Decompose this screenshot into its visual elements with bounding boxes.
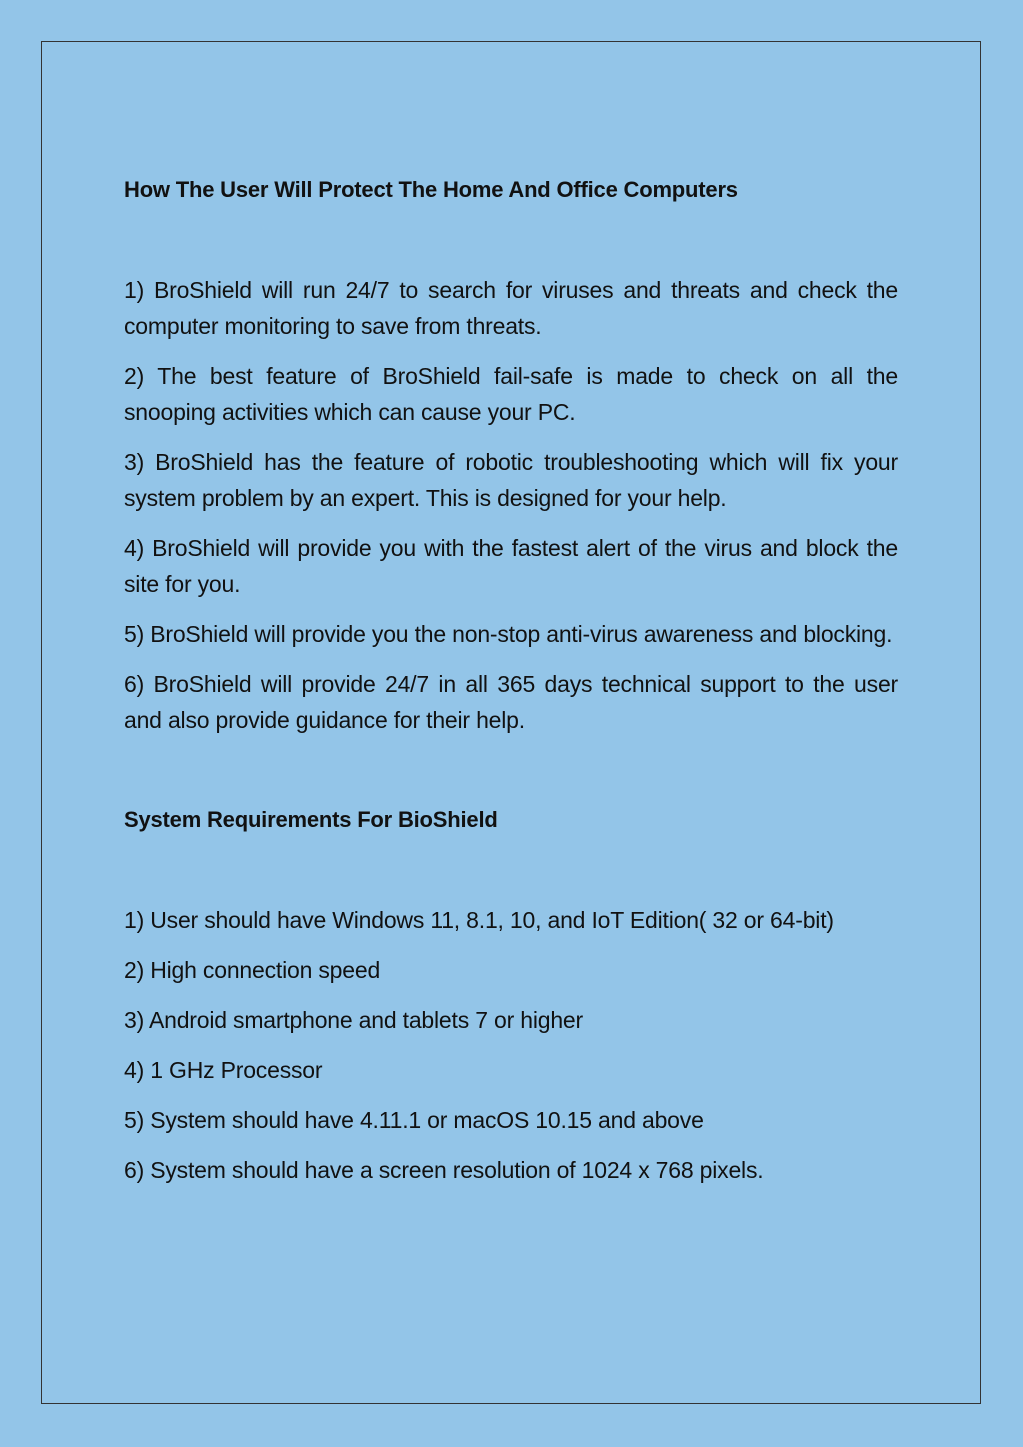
section-heading-requirements: System Requirements For BioShield [124, 807, 498, 832]
document-content [124, 172, 898, 1202]
list-item: 3) Android smartphone and tablets 7 or higher [124, 1007, 583, 1033]
list-item: 2) The best feature of BroShield fail-safe is made to check on all the snooping activities which can cause your PC. [124, 363, 898, 425]
protect-list [124, 272, 898, 738]
list-item: 5) System should have 4.11.1 or macOS 10.15 and above [124, 1107, 704, 1133]
list-item: 1) User should have Windows 11, 8.1, 10, and IoT Edition( 32 or 64-bit) [124, 907, 834, 933]
list-item: 6) System should have a screen resolution of 1024 x 768 pixels. [124, 1157, 764, 1183]
section-heading-protect: How The User Will Protect The Home And Office Computers [124, 177, 738, 202]
list-item: 1) BroShield will run 24/7 to search for viruses and threats and check the computer monitoring to save from threats. [124, 277, 898, 339]
list-item: 4) 1 GHz Processor [124, 1057, 323, 1083]
list-item: 4) BroShield will provide you with the fastest alert of the virus and block the site for you. [124, 535, 898, 597]
requirements-list [124, 902, 898, 1188]
list-item: 3) BroShield has the feature of robotic troubleshooting which will fix your system problem by an expert. This is designed for your help. [124, 449, 898, 511]
list-item: 5) BroShield will provide you the non-stop anti-virus awareness and blocking. [124, 621, 893, 647]
list-item: 6) BroShield will provide 24/7 in all 365 days technical support to the user and also provide guidance for their help. [124, 671, 898, 733]
list-item: 2) High connection speed [124, 957, 381, 983]
